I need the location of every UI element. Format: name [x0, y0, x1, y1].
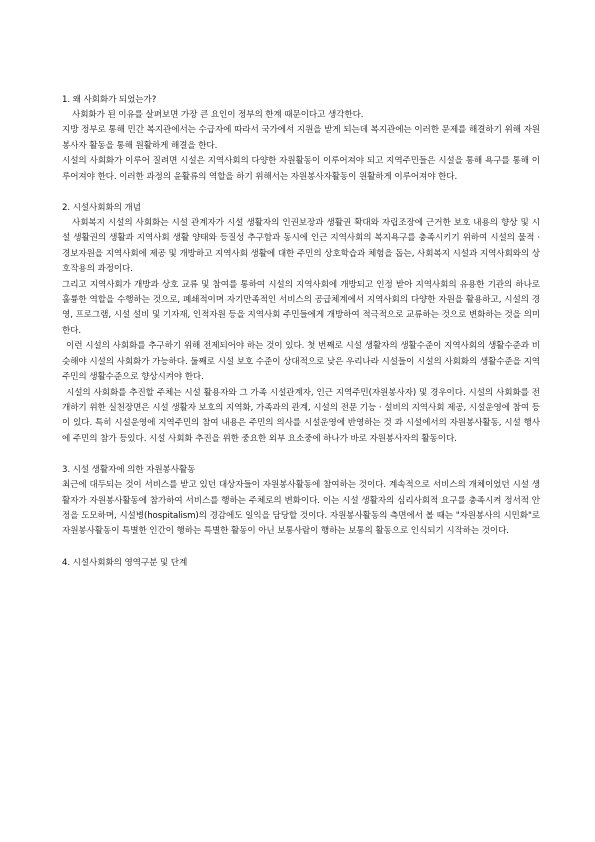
- section-spacer: [62, 540, 540, 555]
- paragraph: 시설의 사회화를 추진할 주체는 시설 활용자와 그 가족 시설관계자, 인근 지역주민(자원봉사자) 및 경우이다. 시설의 사회화를 전개하기 위한 실천장면은 시설 생활자 보호의 지역화, 가족과의 관계, 시설의 전문 기능 · 설비의 지역사회 제공, 시설운영에 참여 등이 있다. 특히 시설운영에 지역주민의 참여 내용은 주민의 의사를 시설운영에 반영하는 것 과 시설에서의 자원봉사활동, 시설 행사에 주민의 참가 등있다. 시설 사회화 추진을 위한 중요한 외부 요소중에 하나가 바로 자원봉사자의 활동이다.: [62, 387, 540, 444]
- section-1: [62, 92, 540, 185]
- section-heading: 2. 시설사회화의 개념: [62, 203, 141, 214]
- paragraph: 사회복지 시설의 사회화는 시설 관계자가 시설 생활자의 인권보장과 생활권 확대와 자립조장에 근거한 보호 내용의 향상 및 시설 생활권의 생활과 지역사회 생활 양태와 등질성 추구함과 동시에 인근 지역사회의 복지욕구를 충족시키기 위하여 시설의 물적 · 경보자원을 지역사회에 제공 및 개방하고 지역사회 생활에 대한 주민의 상호학습과 체험을 돕는, 사회복지 시설과 지역사회와의 상호작용의 과정이다.: [62, 218, 540, 275]
- paragraph: 지방 정부로 통해 민간 복지관에서는 수급자에 따라서 국가에서 지원을 받게 되는데 복지관에는 이러한 문제를 해결하기 위해 자원봉사자 활동을 통해 원활하게 해결을 한다.: [62, 125, 540, 151]
- paragraph: 사회화가 된 이유를 살펴보면 가장 큰 요인이 정부의 한계 때문이다고 생각한다.: [72, 110, 364, 120]
- section-heading: 1. 왜 사회화가 되었는가?: [62, 95, 157, 105]
- paragraph: 그리고 지역사회가 개방과 상호 교류 및 참여를 통하여 시설의 지역사회에 개방되고 인정 받아 지역사회의 유용한 기관의 하나로 훌륭한 역할을 수행하는 것으로, 폐쇄적이며 자기만족적인 서비스의 공급체계에서 지역사회의 다양한 자원을 활용하고, 시설의 경영, 프로그램, 시설 설비 및 기자재, 인적자원 등을 지역사회 주민들에게 개방하여 적극적으로 교류하는 것으로 변화하는 것을 의미한다.: [62, 279, 540, 336]
- section-spacer: [62, 185, 540, 200]
- document-body: [62, 92, 540, 571]
- section-4: [62, 555, 540, 571]
- paragraph: 이런 시설의 사회화를 추구하기 위해 전제되어야 하는 것이 있다. 첫 번째로 시설 생활자의 생활수준이 지역사회의 생활수준과 비슷해야 시설의 사회화가 가능하다. 둘째로 시설 보호 수준이 상대적으로 낮은 우리나라 시설들이 시설의 사회화의 생활수준을 지역주민의 생활수준으로 향상시켜야 한다.: [62, 341, 540, 383]
- section-3: [62, 462, 540, 540]
- section-2: [62, 200, 540, 447]
- section-spacer: [62, 447, 540, 462]
- paragraph: 최근에 대두되는 것이 서비스를 받고 있던 대상자들이 자원봉사활동에 참여하는 것이다. 계속적으로 서비스의 개체이었던 시설 생활자가 자원봉사활동에 참가하여 서비스를 행하는 주체로의 변화이다. 이는 시설 생활자의 심리사회적 요구를 충족시켜 정서적 안정을 도모하며, 시설병(hospitalism)의 경감에도 일익을 담당할 것이다. 자원봉사활동의 측면에서 볼 때는 "자원봉사의 시민화"로 자원봉사활동이 특별한 인간이 행하는 특별한 활동이 아닌 보통사람이 행하는 보통의 활동으로 인식되기 시작하는 것이다.: [62, 480, 540, 537]
- section-heading: 3. 시설 생활자에 의한 자원봉사활동: [62, 465, 196, 476]
- section-heading: 4. 시설사회화의 영역구분 및 단계: [62, 557, 188, 568]
- paragraph: 시설의 사회화가 이루어 질려면 시설은 지역사회의 다양한 자원활동이 이루어져야 되고 지역주민들은 시설을 통해 욕구를 통해 이루어져야 한다. 이러한 과정의 윤활류의 역할을 하기 위해서는 자원봉사자활동이 원활하게 이루어져야 한다.: [62, 156, 540, 182]
